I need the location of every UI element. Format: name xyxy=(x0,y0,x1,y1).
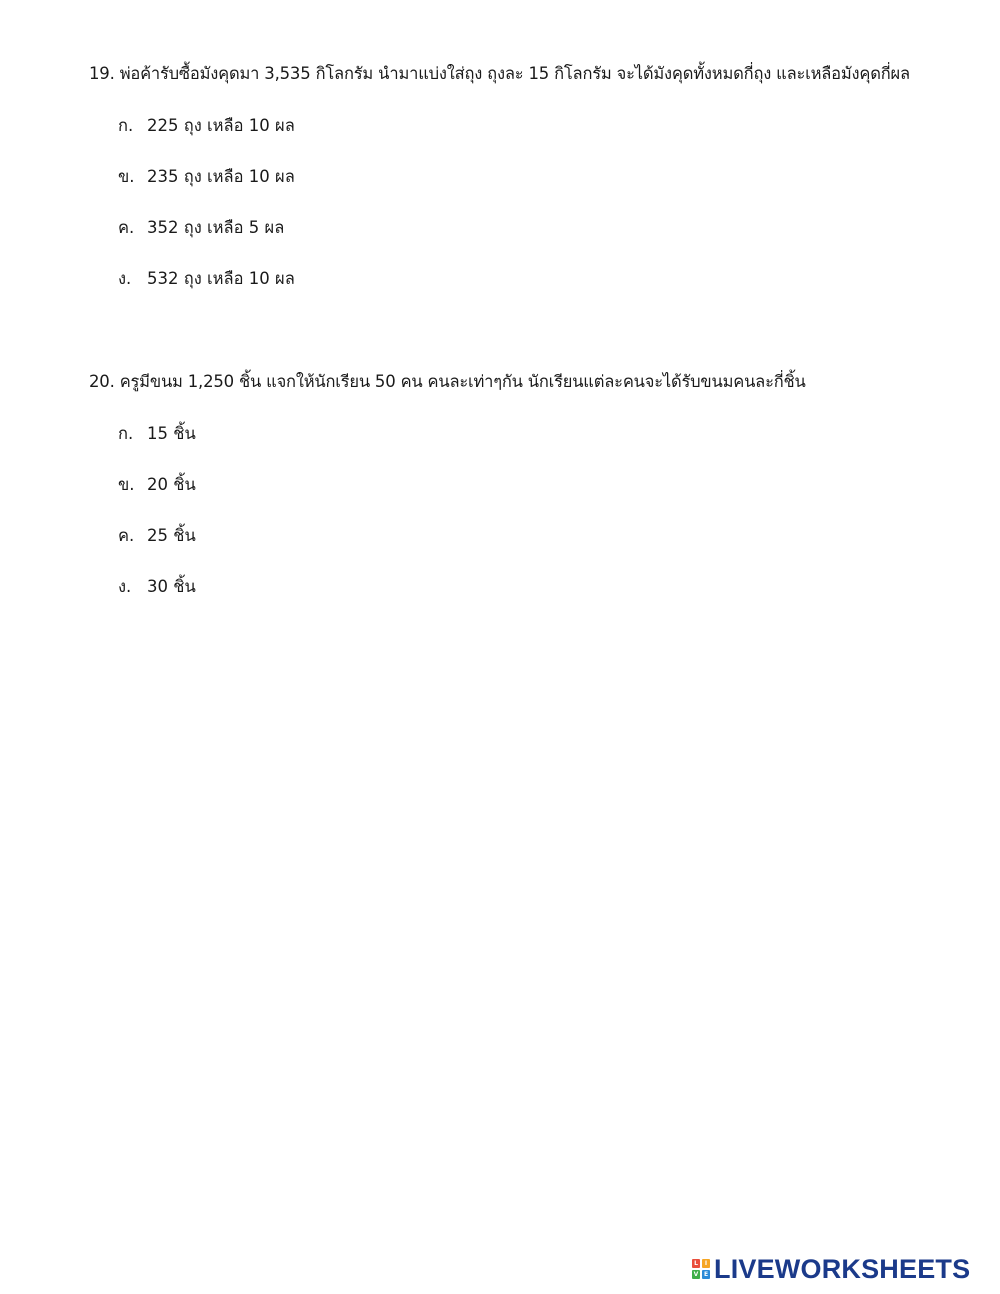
option-text: 15 ชิ้น xyxy=(147,424,196,443)
logo-mark-cell: I xyxy=(702,1259,710,1268)
option-b[interactable] xyxy=(118,166,295,217)
option-letter: ก. xyxy=(118,116,134,135)
option-a[interactable] xyxy=(118,115,295,166)
option-letter: ค. xyxy=(118,526,135,545)
option-d[interactable] xyxy=(118,268,295,319)
option-text: 235 ถุง เหลือ 10 ผล xyxy=(147,167,295,186)
option-text: 25 ชิ้น xyxy=(147,526,196,545)
logo-mark-cell: L xyxy=(692,1259,700,1268)
question-text: ครูมีขนม 1,250 ชิ้น แจกให้นักเรียน 50 คน คนละเท่าๆกัน นักเรียนแต่ละคนจะได้รับขนมคนละกี่ชิ้น xyxy=(119,372,806,391)
question-19 xyxy=(89,63,910,85)
liveworksheets-logo xyxy=(692,1255,970,1283)
question-number: 20. xyxy=(89,372,115,391)
option-text: 20 ชิ้น xyxy=(147,475,196,494)
option-text: 30 ชิ้น xyxy=(147,577,196,596)
answer-options-20 xyxy=(118,423,196,627)
question-text: พ่อค้ารับซื้อมังคุดมา 3,535 กิโลกรัม นำมาแบ่งใส่ถุง ถุงละ 15 กิโลกรัม จะได้มังคุดทั้งหมดกี่ถุง และเหลือมังคุดกี่ผล xyxy=(119,64,910,83)
option-c[interactable] xyxy=(118,217,295,268)
option-text: 225 ถุง เหลือ 10 ผล xyxy=(147,116,295,135)
option-d[interactable] xyxy=(118,576,196,627)
question-number: 19. xyxy=(89,64,115,83)
option-letter: ข. xyxy=(118,167,135,186)
option-letter: ง. xyxy=(118,577,132,596)
question-20 xyxy=(89,371,806,393)
option-letter: ก. xyxy=(118,424,134,443)
logo-mark-cell: V xyxy=(693,1271,699,1278)
option-b[interactable] xyxy=(118,474,196,525)
answer-options-19 xyxy=(118,115,295,319)
option-letter: ง. xyxy=(118,269,132,288)
logo-mark-cell: E xyxy=(703,1271,709,1278)
option-letter: ค. xyxy=(118,218,135,237)
option-text: 532 ถุง เหลือ 10 ผล xyxy=(147,269,295,288)
option-a[interactable] xyxy=(118,423,196,474)
option-letter: ข. xyxy=(118,475,135,494)
logo-text: LIVEWORKSHEETS xyxy=(714,1254,971,1284)
option-text: 352 ถุง เหลือ 5 ผล xyxy=(147,218,285,237)
option-c[interactable] xyxy=(118,525,196,576)
logo-mark-icon xyxy=(692,1259,710,1279)
